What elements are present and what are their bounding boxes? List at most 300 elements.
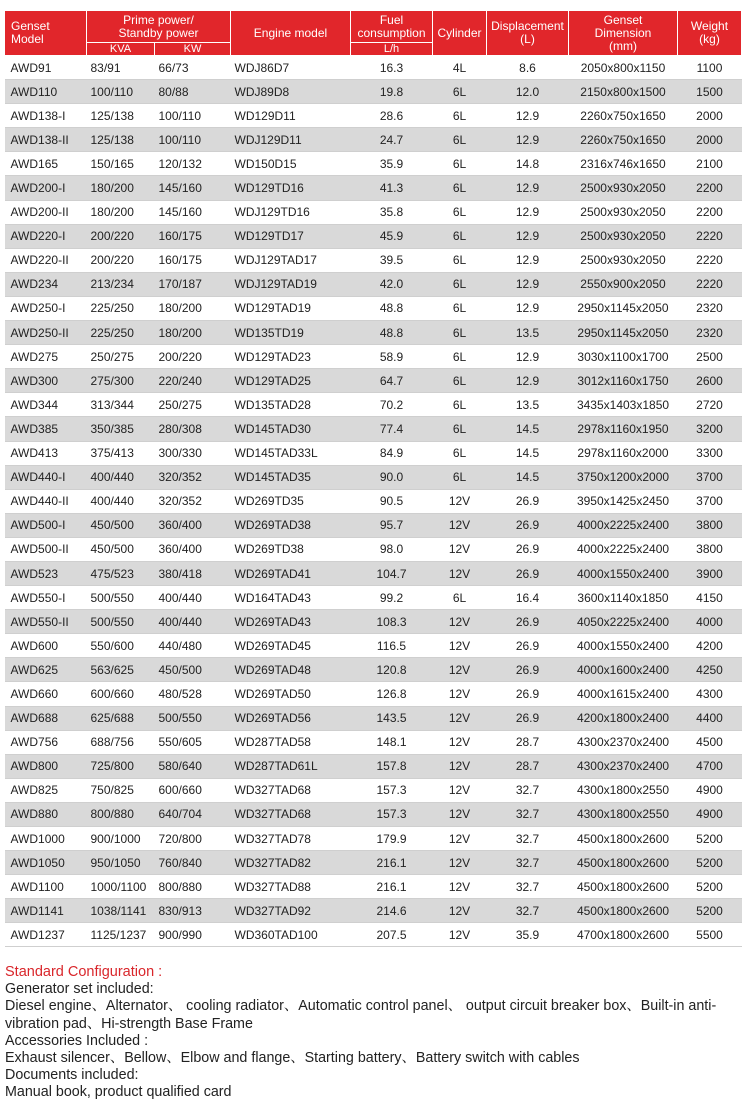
cell-engine: WDJ129TD16 — [231, 200, 351, 224]
col-header-fuel-unit: L/h — [351, 43, 433, 56]
cell-cylinder: 12V — [433, 827, 487, 851]
cell-weight: 4400 — [678, 706, 742, 730]
cell-dimension: 4700x1800x2600 — [569, 923, 678, 947]
cell-dimension: 2260x750x1650 — [569, 104, 678, 128]
cell-weight: 2500 — [678, 345, 742, 369]
cell-kva: 900/1000 — [87, 827, 155, 851]
cell-weight: 2320 — [678, 321, 742, 345]
accessories-heading: Accessories Included : — [5, 1032, 149, 1049]
cell-kw: 720/800 — [155, 827, 231, 851]
cell-model: AWD550-II — [5, 610, 87, 634]
cell-displacement: 12.9 — [487, 369, 569, 393]
col-header-cylinder: Cylinder — [433, 11, 487, 56]
cell-fuel: 104.7 — [351, 561, 433, 585]
cell-kw: 450/500 — [155, 658, 231, 682]
cell-cylinder: 12V — [433, 923, 487, 947]
cell-kva: 550/600 — [87, 634, 155, 658]
cell-kva: 125/138 — [87, 128, 155, 152]
cell-dimension: 4500x1800x2600 — [569, 875, 678, 899]
table-row — [5, 778, 742, 802]
cell-kw: 160/175 — [155, 248, 231, 272]
cell-weight: 5200 — [678, 875, 742, 899]
cell-fuel: 16.3 — [351, 56, 433, 80]
cell-kva: 500/550 — [87, 586, 155, 610]
cell-weight: 2220 — [678, 272, 742, 296]
cell-cylinder: 6L — [433, 152, 487, 176]
cell-displacement: 12.9 — [487, 176, 569, 200]
cell-model: AWD625 — [5, 658, 87, 682]
cell-weight: 5200 — [678, 851, 742, 875]
cell-weight: 3700 — [678, 489, 742, 513]
cell-weight: 3800 — [678, 537, 742, 561]
table-row — [5, 104, 742, 128]
standard-configuration — [5, 964, 740, 1102]
cell-engine: WD129TAD19 — [231, 296, 351, 320]
cell-kva: 500/550 — [87, 610, 155, 634]
cell-model: AWD500-II — [5, 537, 87, 561]
cell-model: AWD1100 — [5, 875, 87, 899]
cell-kva: 400/440 — [87, 489, 155, 513]
cell-fuel: 148.1 — [351, 730, 433, 754]
cell-engine: WD269TAD45 — [231, 634, 351, 658]
cell-kva: 200/220 — [87, 248, 155, 272]
cell-cylinder: 6L — [433, 393, 487, 417]
cell-kva: 625/688 — [87, 706, 155, 730]
cell-cylinder: 12V — [433, 730, 487, 754]
cell-weight: 4000 — [678, 610, 742, 634]
cell-dimension: 3600x1140x1850 — [569, 586, 678, 610]
table-row — [5, 369, 742, 393]
cell-kw: 320/352 — [155, 465, 231, 489]
cell-fuel: 207.5 — [351, 923, 433, 947]
cell-dimension: 3950x1425x2450 — [569, 489, 678, 513]
cell-engine: WDJ129D11 — [231, 128, 351, 152]
cell-fuel: 84.9 — [351, 441, 433, 465]
cell-model: AWD165 — [5, 152, 87, 176]
cell-kw: 145/160 — [155, 200, 231, 224]
cell-dimension: 4200x1800x2400 — [569, 706, 678, 730]
cell-fuel: 41.3 — [351, 176, 433, 200]
cell-kw: 280/308 — [155, 417, 231, 441]
genset-spec-table — [4, 10, 742, 947]
cell-engine: WD269TD35 — [231, 489, 351, 513]
cell-displacement: 28.7 — [487, 754, 569, 778]
cell-weight: 3900 — [678, 561, 742, 585]
cell-displacement: 32.7 — [487, 802, 569, 826]
cell-cylinder: 6L — [433, 80, 487, 104]
cell-kva: 688/756 — [87, 730, 155, 754]
cell-engine: WD327TAD88 — [231, 875, 351, 899]
cell-model: AWD275 — [5, 345, 87, 369]
cell-kw: 800/880 — [155, 875, 231, 899]
cell-fuel: 48.8 — [351, 321, 433, 345]
table-row — [5, 128, 742, 152]
cell-fuel: 157.3 — [351, 778, 433, 802]
cell-weight: 4700 — [678, 754, 742, 778]
cell-model: AWD880 — [5, 802, 87, 826]
cell-weight: 2220 — [678, 224, 742, 248]
cell-displacement: 12.9 — [487, 272, 569, 296]
cell-dimension: 2550x900x2050 — [569, 272, 678, 296]
cell-cylinder: 12V — [433, 610, 487, 634]
table-row — [5, 706, 742, 730]
cell-model: AWD1050 — [5, 851, 87, 875]
cell-dimension: 4000x1600x2400 — [569, 658, 678, 682]
cell-cylinder: 6L — [433, 321, 487, 345]
cell-cylinder: 12V — [433, 899, 487, 923]
cell-dimension: 4050x2225x2400 — [569, 610, 678, 634]
cell-engine: WD327TAD68 — [231, 778, 351, 802]
cell-engine: WD287TAD61L — [231, 754, 351, 778]
cell-model: AWD1000 — [5, 827, 87, 851]
cell-kva: 450/500 — [87, 537, 155, 561]
cell-displacement: 32.7 — [487, 875, 569, 899]
cell-kw: 145/160 — [155, 176, 231, 200]
cell-kva: 450/500 — [87, 513, 155, 537]
table-row — [5, 321, 742, 345]
table-row — [5, 224, 742, 248]
cell-model: AWD200-I — [5, 176, 87, 200]
spec-table-body — [5, 56, 742, 947]
cell-displacement: 32.7 — [487, 827, 569, 851]
cell-kva: 1000/1100 — [87, 875, 155, 899]
cell-kva: 225/250 — [87, 296, 155, 320]
cell-dimension: 2150x800x1500 — [569, 80, 678, 104]
cell-kva: 225/250 — [87, 321, 155, 345]
cell-fuel: 143.5 — [351, 706, 433, 730]
cell-engine: WD269TAD43 — [231, 610, 351, 634]
cell-displacement: 12.9 — [487, 200, 569, 224]
cell-displacement: 14.5 — [487, 417, 569, 441]
cell-model: AWD440-II — [5, 489, 87, 513]
cell-engine: WD164TAD43 — [231, 586, 351, 610]
cell-kva: 563/625 — [87, 658, 155, 682]
table-row — [5, 200, 742, 224]
cell-model: AWD1141 — [5, 899, 87, 923]
generator-items: Diesel engine、Alternator、 cooling radiator、Automatic control panel、 output circuit breaker box、Built-in anti-vibration pad、Hi-strength Base Frame — [5, 998, 717, 1032]
cell-fuel: 99.2 — [351, 586, 433, 610]
cell-kw: 100/110 — [155, 104, 231, 128]
cell-cylinder: 6L — [433, 176, 487, 200]
cell-weight: 2600 — [678, 369, 742, 393]
cell-dimension: 2500x930x2050 — [569, 176, 678, 200]
cell-displacement: 12.9 — [487, 345, 569, 369]
col-header-power: Prime power/ Standby power — [87, 11, 231, 43]
cell-dimension: 3750x1200x2000 — [569, 465, 678, 489]
cell-model: AWD440-I — [5, 465, 87, 489]
cell-kw: 100/110 — [155, 128, 231, 152]
cell-fuel: 116.5 — [351, 634, 433, 658]
cell-displacement: 26.9 — [487, 489, 569, 513]
cell-dimension: 3435x1403x1850 — [569, 393, 678, 417]
col-header-weight: Weight (kg) — [678, 11, 742, 56]
col-header-displacement: Displacement (L) — [487, 11, 569, 56]
table-row — [5, 176, 742, 200]
cell-dimension: 2316x746x1650 — [569, 152, 678, 176]
cell-dimension: 2260x750x1650 — [569, 128, 678, 152]
cell-displacement: 26.9 — [487, 561, 569, 585]
cell-engine: WD269TAD56 — [231, 706, 351, 730]
cell-fuel: 95.7 — [351, 513, 433, 537]
cell-displacement: 12.9 — [487, 248, 569, 272]
cell-weight: 4300 — [678, 682, 742, 706]
table-row — [5, 682, 742, 706]
cell-model: AWD825 — [5, 778, 87, 802]
cell-engine: WD269TAD48 — [231, 658, 351, 682]
cell-weight: 3200 — [678, 417, 742, 441]
cell-cylinder: 12V — [433, 778, 487, 802]
cell-dimension: 4300x2370x2400 — [569, 730, 678, 754]
cell-kva: 83/91 — [87, 56, 155, 80]
cell-fuel: 98.0 — [351, 537, 433, 561]
cell-kva: 313/344 — [87, 393, 155, 417]
table-row — [5, 537, 742, 561]
cell-fuel: 42.0 — [351, 272, 433, 296]
cell-model: AWD220-I — [5, 224, 87, 248]
cell-dimension: 4000x1550x2400 — [569, 561, 678, 585]
generator-heading: Generator set included: — [5, 981, 154, 998]
table-row — [5, 610, 742, 634]
cell-kva: 100/110 — [87, 80, 155, 104]
cell-model: AWD344 — [5, 393, 87, 417]
cell-fuel: 24.7 — [351, 128, 433, 152]
col-header-model: Genset Model — [5, 11, 87, 56]
cell-dimension: 4300x2370x2400 — [569, 754, 678, 778]
cell-dimension: 2978x1160x1950 — [569, 417, 678, 441]
cell-cylinder: 6L — [433, 441, 487, 465]
cell-kva: 250/275 — [87, 345, 155, 369]
cell-cylinder: 12V — [433, 851, 487, 875]
table-row — [5, 417, 742, 441]
cell-weight: 2320 — [678, 296, 742, 320]
cell-model: AWD385 — [5, 417, 87, 441]
table-row — [5, 441, 742, 465]
cell-model: AWD234 — [5, 272, 87, 296]
cell-fuel: 90.0 — [351, 465, 433, 489]
cell-displacement: 14.5 — [487, 441, 569, 465]
cell-displacement: 32.7 — [487, 899, 569, 923]
cell-dimension: 4000x1550x2400 — [569, 634, 678, 658]
table-row — [5, 899, 742, 923]
cell-dimension: 4000x1615x2400 — [569, 682, 678, 706]
cell-kva: 180/200 — [87, 176, 155, 200]
cell-dimension: 2500x930x2050 — [569, 200, 678, 224]
cell-displacement: 35.9 — [487, 923, 569, 947]
cell-kva: 950/1050 — [87, 851, 155, 875]
table-row — [5, 754, 742, 778]
cell-kw: 900/990 — [155, 923, 231, 947]
cell-kw: 180/200 — [155, 296, 231, 320]
cell-kva: 375/413 — [87, 441, 155, 465]
col-header-fuel: Fuel consumption — [351, 11, 433, 43]
cell-weight: 5500 — [678, 923, 742, 947]
table-row — [5, 586, 742, 610]
cell-dimension: 4000x2225x2400 — [569, 537, 678, 561]
cell-fuel: 179.9 — [351, 827, 433, 851]
cell-kw: 160/175 — [155, 224, 231, 248]
table-row — [5, 393, 742, 417]
cell-weight: 1100 — [678, 56, 742, 80]
cell-kw: 480/528 — [155, 682, 231, 706]
cell-displacement: 14.5 — [487, 465, 569, 489]
table-row — [5, 561, 742, 585]
table-row — [5, 152, 742, 176]
col-header-kw: KW — [155, 43, 231, 56]
cell-fuel: 35.9 — [351, 152, 433, 176]
cell-cylinder: 12V — [433, 754, 487, 778]
col-header-dimension: Genset Dimension (mm) — [569, 11, 678, 56]
table-row — [5, 489, 742, 513]
cell-displacement: 26.9 — [487, 682, 569, 706]
cell-displacement: 8.6 — [487, 56, 569, 80]
cell-cylinder: 6L — [433, 345, 487, 369]
documents-heading: Documents included: — [5, 1067, 139, 1084]
cell-engine: WD129D11 — [231, 104, 351, 128]
cell-fuel: 126.8 — [351, 682, 433, 706]
cell-weight: 2100 — [678, 152, 742, 176]
cell-engine: WD135TAD28 — [231, 393, 351, 417]
table-row — [5, 827, 742, 851]
cell-weight: 2000 — [678, 104, 742, 128]
cell-displacement: 26.9 — [487, 706, 569, 730]
cell-fuel: 45.9 — [351, 224, 433, 248]
cell-cylinder: 6L — [433, 586, 487, 610]
documents-items: Manual book, product qualified card — [5, 1084, 232, 1101]
cell-displacement: 12.9 — [487, 104, 569, 128]
cell-engine: WDJ129TAD17 — [231, 248, 351, 272]
cell-engine: WD150D15 — [231, 152, 351, 176]
table-row — [5, 272, 742, 296]
cell-weight: 2000 — [678, 128, 742, 152]
cell-cylinder: 6L — [433, 465, 487, 489]
cell-weight: 5200 — [678, 899, 742, 923]
cell-displacement: 12.9 — [487, 128, 569, 152]
cell-fuel: 157.3 — [351, 802, 433, 826]
cell-weight: 1500 — [678, 80, 742, 104]
cell-model: AWD523 — [5, 561, 87, 585]
cell-fuel: 48.8 — [351, 296, 433, 320]
cell-fuel: 58.9 — [351, 345, 433, 369]
table-row — [5, 248, 742, 272]
cell-weight: 4900 — [678, 778, 742, 802]
cell-weight: 3800 — [678, 513, 742, 537]
cell-kw: 320/352 — [155, 489, 231, 513]
table-row — [5, 923, 742, 947]
cell-kw: 400/440 — [155, 586, 231, 610]
cell-displacement: 32.7 — [487, 778, 569, 802]
table-row — [5, 730, 742, 754]
table-row — [5, 875, 742, 899]
table-row — [5, 345, 742, 369]
cell-kva: 180/200 — [87, 200, 155, 224]
cell-weight: 2720 — [678, 393, 742, 417]
cell-cylinder: 12V — [433, 875, 487, 899]
cell-displacement: 12.9 — [487, 296, 569, 320]
cell-dimension: 2050x800x1150 — [569, 56, 678, 80]
cell-kw: 640/704 — [155, 802, 231, 826]
cell-kva: 725/800 — [87, 754, 155, 778]
cell-kw: 80/88 — [155, 80, 231, 104]
cell-engine: WD145TAD33L — [231, 441, 351, 465]
cell-kva: 750/825 — [87, 778, 155, 802]
cell-cylinder: 6L — [433, 128, 487, 152]
table-row — [5, 851, 742, 875]
cell-displacement: 26.9 — [487, 634, 569, 658]
table-row — [5, 513, 742, 537]
cell-kw: 830/913 — [155, 899, 231, 923]
cell-kva: 1038/1141 — [87, 899, 155, 923]
cell-cylinder: 6L — [433, 224, 487, 248]
cell-model: AWD500-I — [5, 513, 87, 537]
cell-fuel: 19.8 — [351, 80, 433, 104]
cell-fuel: 64.7 — [351, 369, 433, 393]
cell-kw: 180/200 — [155, 321, 231, 345]
cell-cylinder: 12V — [433, 658, 487, 682]
cell-engine: WD129TAD25 — [231, 369, 351, 393]
cell-cylinder: 12V — [433, 513, 487, 537]
cell-engine: WD269TAD38 — [231, 513, 351, 537]
cell-kw: 600/660 — [155, 778, 231, 802]
cell-fuel: 35.8 — [351, 200, 433, 224]
cell-kva: 200/220 — [87, 224, 155, 248]
cell-kw: 170/187 — [155, 272, 231, 296]
cell-engine: WD269TD38 — [231, 537, 351, 561]
cell-weight: 3300 — [678, 441, 742, 465]
table-row — [5, 802, 742, 826]
cell-displacement: 26.9 — [487, 537, 569, 561]
cell-dimension: 2978x1160x2000 — [569, 441, 678, 465]
cell-cylinder: 6L — [433, 200, 487, 224]
cell-cylinder: 12V — [433, 489, 487, 513]
cell-kw: 360/400 — [155, 537, 231, 561]
config-title: Standard Configuration : — [5, 964, 163, 980]
cell-engine: WD327TAD68 — [231, 802, 351, 826]
cell-dimension: 4500x1800x2600 — [569, 827, 678, 851]
cell-kw: 580/640 — [155, 754, 231, 778]
cell-fuel: 70.2 — [351, 393, 433, 417]
cell-dimension: 4500x1800x2600 — [569, 899, 678, 923]
table-row — [5, 296, 742, 320]
cell-fuel: 216.1 — [351, 875, 433, 899]
cell-kw: 360/400 — [155, 513, 231, 537]
cell-displacement: 13.5 — [487, 321, 569, 345]
cell-engine: WD327TAD78 — [231, 827, 351, 851]
col-header-kva: KVA — [87, 43, 155, 56]
cell-engine: WD360TAD100 — [231, 923, 351, 947]
cell-model: AWD660 — [5, 682, 87, 706]
cell-displacement: 26.9 — [487, 658, 569, 682]
cell-cylinder: 6L — [433, 296, 487, 320]
cell-dimension: 3030x1100x1700 — [569, 345, 678, 369]
cell-weight: 3700 — [678, 465, 742, 489]
cell-kva: 600/660 — [87, 682, 155, 706]
cell-cylinder: 6L — [433, 272, 487, 296]
cell-model: AWD91 — [5, 56, 87, 80]
cell-cylinder: 6L — [433, 104, 487, 128]
cell-displacement: 12.9 — [487, 224, 569, 248]
cell-kw: 200/220 — [155, 345, 231, 369]
cell-weight: 4250 — [678, 658, 742, 682]
cell-engine: WD269TAD41 — [231, 561, 351, 585]
cell-kw: 440/480 — [155, 634, 231, 658]
cell-fuel: 77.4 — [351, 417, 433, 441]
cell-weight: 2200 — [678, 200, 742, 224]
cell-dimension: 2500x930x2050 — [569, 224, 678, 248]
accessories-items: Exhaust silencer、Bellow、Elbow and flange、Starting battery、Battery switch with cables — [5, 1050, 580, 1067]
cell-cylinder: 6L — [433, 248, 487, 272]
table-row — [5, 56, 742, 80]
cell-kva: 275/300 — [87, 369, 155, 393]
